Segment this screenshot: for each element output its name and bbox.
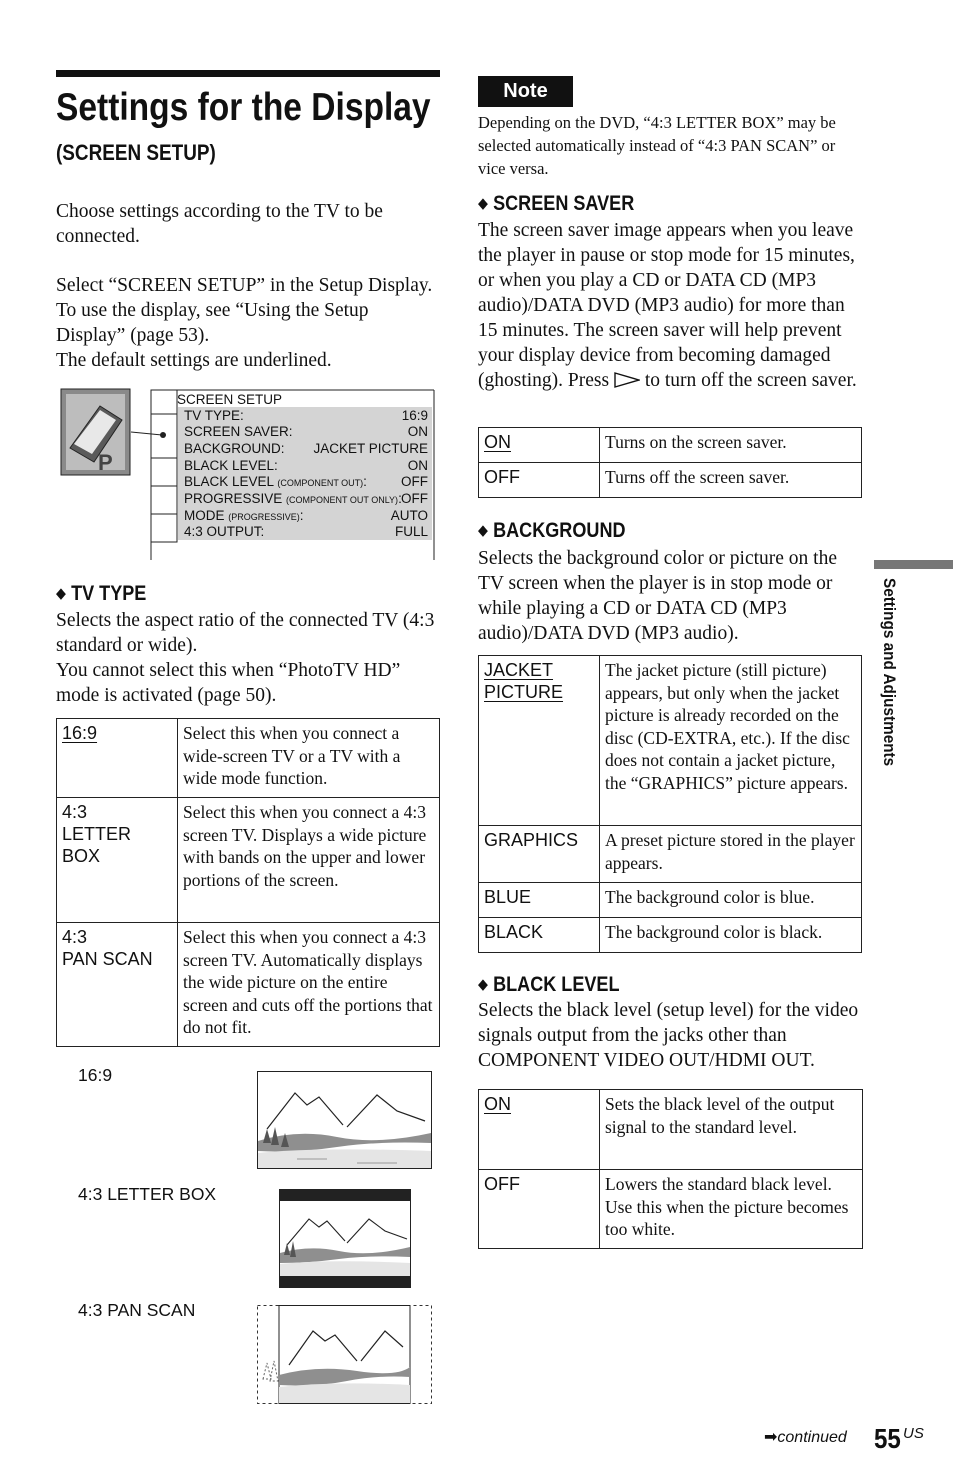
tv-type-paragraph-2: You cannot select this when “PhotoTV HD” mode is activated (page 50). — [56, 660, 401, 706]
continued-label: continued — [777, 1429, 847, 1446]
diamond-icon: ◆ — [478, 976, 488, 993]
page-footer — [764, 1427, 847, 1447]
option-desc: Turns on the screen saver. — [600, 428, 862, 463]
illustration-label-panscan: 4:3 PAN SCAN — [78, 1300, 196, 1320]
pan-scan-illustration — [257, 1305, 432, 1404]
option-key: OFF — [479, 1170, 600, 1249]
option-key: GRAPHICS — [479, 826, 600, 883]
tv-type-heading: ◆ TV TYPE — [56, 582, 147, 605]
section-tab-bar — [874, 560, 953, 569]
table-row — [479, 428, 862, 463]
illustration-label-169: 16:9 — [78, 1065, 113, 1085]
table-row — [479, 918, 862, 953]
option-desc: Select this when you connect a 4:3 screen TV. Displays a wide picture with bands on the upper and lower portions of the screen. — [178, 798, 440, 923]
option-desc: The background color is blue. — [600, 883, 862, 918]
option-key-line: PICTURE — [484, 682, 564, 702]
illustration-label-letterbox: 4:3 LETTER BOX — [78, 1184, 217, 1204]
background-heading: ◆ BACKGROUND — [478, 519, 626, 542]
table-row — [57, 923, 440, 1047]
tv-type-options-table — [56, 718, 440, 1047]
option-key-line: LETTER — [62, 824, 132, 844]
option-desc: Select this when you connect a wide-screen TV or a TV with a wide mode function. — [178, 719, 440, 798]
option-desc: Turns off the screen saver. — [600, 463, 862, 498]
background-options-table — [478, 655, 862, 953]
diamond-icon: ◆ — [478, 522, 488, 539]
black-level-paragraph: Selects the black level (setup level) for the video signals output from the jacks other than COMPONENT VIDEO OUT/HDMI OUT. — [478, 1000, 859, 1071]
page-subtitle: (SCREEN SETUP) — [56, 140, 216, 165]
screen-saver-options-table — [478, 427, 862, 498]
note-text: Depending on the DVD, “4:3 LETTER BOX” may be selected automatically instead of “4:3 PAN SCAN” or vice versa. — [478, 113, 836, 178]
option-key-line: BOX — [62, 846, 101, 866]
option-key: ON — [484, 1094, 511, 1114]
option-key-line: 4:3 — [62, 802, 88, 822]
table-row — [57, 719, 440, 798]
option-key: BLACK — [479, 918, 600, 953]
option-key: OFF — [479, 463, 600, 498]
intro-paragraph-1: Choose settings according to the TV to be connected. — [56, 201, 383, 247]
table-row — [57, 798, 440, 923]
setup-menu-header: SCREEN SETUP — [177, 392, 283, 407]
option-desc: A preset picture stored in the player appears. — [600, 826, 862, 883]
table-row — [479, 1170, 863, 1249]
diamond-icon: ◆ — [56, 585, 66, 602]
table-row — [479, 463, 862, 498]
table-row — [479, 1090, 863, 1170]
play-button-icon — [614, 370, 640, 395]
black-level-heading: ◆ BLACK LEVEL — [478, 973, 620, 996]
option-desc: Select this when you connect a 4:3 screen TV. Automatically displays the wide picture on the entire screen and cuts off the portions that do not fit. — [178, 923, 440, 1047]
page-title: Settings for the Display — [56, 86, 431, 129]
section-tab-label: Settings and Adjustments — [880, 578, 899, 767]
tv-type-paragraph-1: Selects the aspect ratio of the connected TV (4:3 standard or wide). — [56, 610, 435, 656]
page-number-suffix: US — [903, 1425, 924, 1442]
screen-saver-paragraph: The screen saver image appears when you leave the player in pause or stop mode for 15 minutes, or when you play a CD or DATA CD (MP3 audio)/DATA DVD (MP3 audio) for more than 15 minutes. The screen saver will help prevent your display device from becoming damaged (ghosting). Press to turn off the screen saver. — [478, 218, 863, 395]
option-key: BLUE — [479, 883, 600, 918]
option-key: ON — [484, 432, 511, 452]
option-key-line: 4:3 — [62, 927, 88, 947]
table-row — [479, 826, 862, 883]
arrow-right-icon: ➡ — [764, 1427, 778, 1446]
option-key-line: JACKET — [484, 660, 554, 680]
screen-saver-heading: ◆ SCREEN SAVER — [478, 192, 635, 215]
option-key-line: PAN SCAN — [62, 949, 153, 969]
background-paragraph: Selects the background color or picture on the TV screen when the player is in stop mode or while playing a CD or DATA CD (MP3 audio)/DATA DVD (MP3 audio). — [478, 548, 838, 644]
black-level-options-table — [478, 1089, 863, 1249]
note-badge: Note — [478, 76, 573, 107]
option-desc: Sets the black level of the output signal to the standard level. — [600, 1090, 863, 1170]
option-desc: The jacket picture (still picture) appears, but only when the jacket picture is already recorded on the disc (CD-EXTRA, etc.). If the disc does not contain a jacket picture, the “GRAPHICS” picture appears. — [600, 656, 862, 826]
svg-text:P: P — [98, 450, 113, 475]
letterbox-illustration — [279, 1189, 411, 1288]
option-key: 16:9 — [62, 723, 98, 743]
diamond-icon: ◆ — [478, 195, 488, 212]
intro-paragraph-3: The default settings are underlined. — [56, 350, 332, 371]
wide-screen-illustration — [257, 1071, 432, 1169]
option-desc: Lowers the standard black level. Use this when the picture becomes too white. — [600, 1170, 863, 1249]
title-rule — [56, 70, 440, 77]
option-desc: The background color is black. — [600, 918, 862, 953]
table-row — [479, 656, 862, 826]
table-row — [479, 883, 862, 918]
page-number: 55 — [874, 1423, 901, 1454]
intro-paragraph-2: Select “SCREEN SETUP” in the Setup Display. To use the display, see “Using the Setup Display” (page 53). — [56, 275, 433, 346]
